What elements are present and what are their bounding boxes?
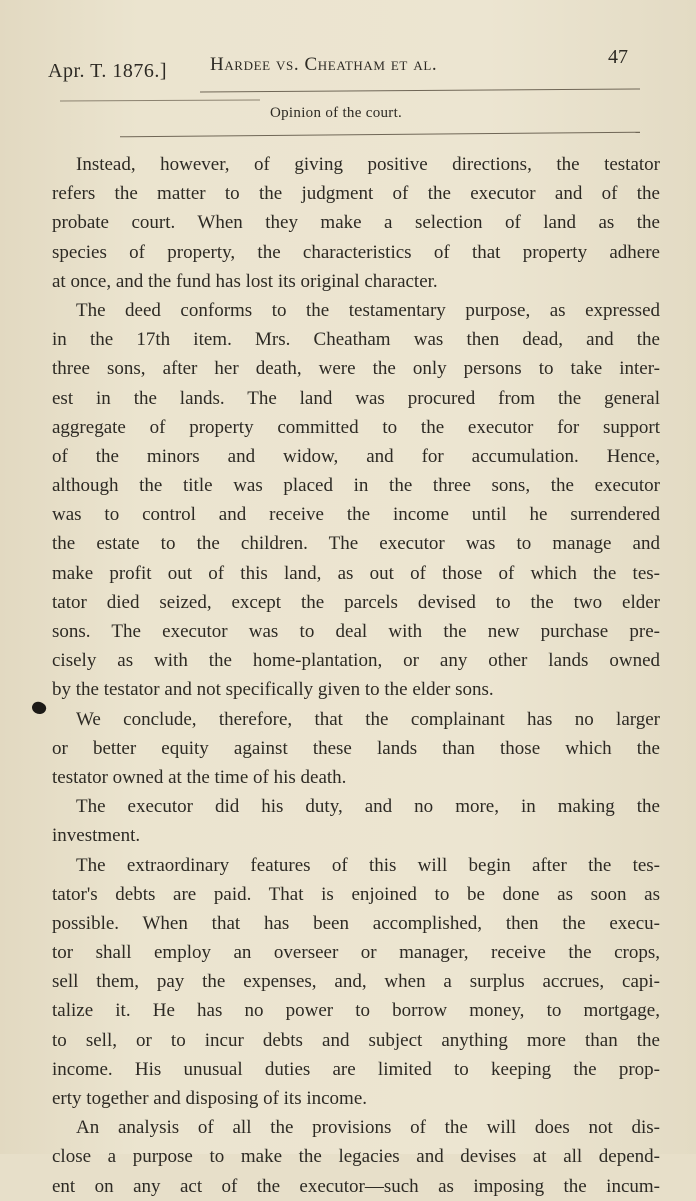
text-line: possible. When that has been accomplished, then the execu- — [52, 912, 660, 934]
text-line: talize it. He has no power to borrow money, to mortgage, — [52, 1000, 660, 1022]
text-line: close a purpose to make the legacies and devises at all depend- — [52, 1146, 660, 1168]
text-line: The executor did his duty, and no more, in making the — [76, 796, 660, 818]
header-rule-secondary — [60, 99, 260, 101]
text-line: The extraordinary features of this will begin after the tes- — [76, 854, 660, 876]
text-line: although the title was placed in the three sons, the executor — [52, 475, 660, 497]
text-line: testator owned at the time of his death. — [52, 766, 347, 788]
text-line: probate court. When they make a selection of land as the — [52, 212, 660, 234]
text-line: erty together and disposing of its income. — [52, 1088, 368, 1109]
text-line: was to control and receive the income until he surrendered — [52, 504, 660, 526]
text-line: the estate to the children. The executor was to manage and — [52, 533, 660, 555]
term-citation: Apr. T. 1876.] — [48, 60, 168, 82]
text-line: tator died seized, except the parcels devised to the two elder — [52, 591, 660, 613]
text-line: refers the matter to the judgment of the executor and of the — [52, 183, 660, 205]
ink-blot-mark — [30, 699, 48, 716]
text-line: Instead, however, of giving positive directions, the testator — [76, 154, 660, 175]
section-subheading: Opinion of the court. — [270, 105, 403, 121]
text-line: The deed conforms to the testamentary purpose, as expressed — [76, 299, 660, 321]
text-line: by the testator and not specifically given to the elder sons. — [52, 679, 494, 701]
subheading-rule — [120, 132, 640, 138]
text-line: investment. — [52, 825, 141, 847]
text-line: tor shall employ an overseer or manager, receive the crops, — [52, 942, 660, 964]
text-line: est in the lands. The land was procured from the general — [52, 387, 660, 409]
text-line: cisely as with the home-plantation, or any other lands owned — [52, 650, 660, 672]
text-line: tator's debts are paid. That is enjoined to be done as soon as — [52, 883, 660, 905]
text-line: income. His unusual duties are limited to keeping the prop- — [52, 1058, 660, 1080]
text-line: three sons, after her death, were the only persons to take inter- — [52, 358, 660, 380]
text-line: species of property, the characteristics of that property adhere — [52, 241, 660, 263]
text-line: in the 17th item. Mrs. Cheatham was then dead, and the — [52, 329, 660, 351]
text-line: or better equity against these lands than those which the — [52, 737, 660, 759]
text-line: sons. The executor was to deal with the new purchase pre- — [52, 621, 660, 642]
text-line: ent on any act of the executor—such as imposing the incum- — [52, 1175, 660, 1197]
text-line: of the minors and widow, and for accumulation. Hence, — [52, 445, 660, 467]
running-head — [48, 46, 658, 86]
text-line: to sell, or to incur debts and subject anything more than the — [52, 1029, 660, 1051]
text-line: An analysis of all the provisions of the will does not dis- — [76, 1117, 660, 1139]
text-line: sell them, pay the expenses, and, when a surplus accrues, capi- — [52, 971, 660, 993]
case-title: Hardee vs. Cheatham et al. — [210, 54, 438, 75]
page-number: 47 — [608, 46, 628, 68]
header-rule — [200, 88, 640, 92]
text-line: make profit out of this land, as out of those of which the tes- — [52, 562, 660, 584]
text-line: aggregate of property committed to the executor for support — [52, 416, 660, 438]
text-line: We conclude, therefore, that the complainant has no larger — [76, 708, 660, 730]
opinion-body — [52, 150, 660, 1201]
text-line: at once, and the fund has lost its original character. — [52, 270, 438, 292]
